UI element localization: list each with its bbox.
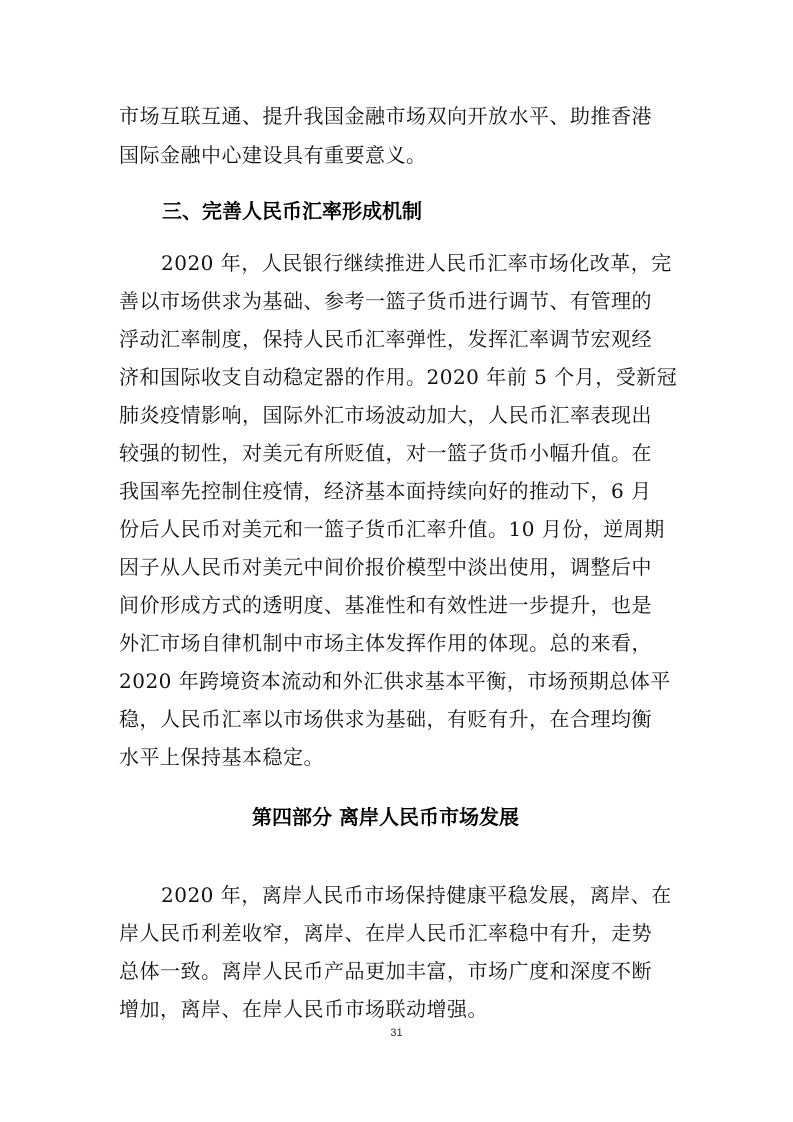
paragraph-line: 善以市场供求为基础、参考一篮子货币进行调节、有管理的 — [119, 289, 652, 313]
paragraph-line: 市场互联互通、提升我国金融市场双向开放水平、助推香港 — [119, 104, 652, 128]
paragraph-line: 较强的韧性，对美元有所贬值，对一篮子货币小幅升值。在 — [119, 441, 652, 465]
paragraph-line: 份后人民币对美元和一篮子货币汇率升值。10 月份，逆周期 — [119, 517, 665, 541]
paragraph-line: 肺炎疫情影响，国际外汇市场波动加大，人民币汇率表现出 — [119, 403, 652, 427]
paragraph-line: 我国率先控制住疫情，经济基本面持续向好的推动下，6 月 — [119, 479, 652, 503]
paragraph-line: 因子从人民币对美元中间价报价模型中淡出使用，调整后中 — [119, 555, 652, 579]
page-number: 31 — [390, 1027, 403, 1039]
paragraph-line: 岸人民币利差收窄，离岸、在岸人民币汇率稳中有升，走势 — [119, 921, 652, 945]
paragraph-line: 2020 年，人民银行继续推进人民币汇率市场化改革，完 — [161, 251, 672, 275]
paragraph-line: 浮动汇率制度，保持人民币汇率弹性，发挥汇率调节宏观经 — [119, 327, 652, 351]
paragraph-line: 外汇市场自律机制中市场主体发挥作用的体现。总的来看， — [119, 631, 652, 655]
paragraph-line: 2020 年跨境资本流动和外汇供求基本平衡，市场预期总体平 — [119, 669, 671, 693]
part-heading: 第四部分 离岸人民币市场发展 — [252, 805, 519, 829]
section-heading: 三、完善人民币汇率形成机制 — [162, 199, 422, 223]
paragraph-line: 稳，人民币汇率以市场供求为基础，有贬有升，在合理均衡 — [119, 707, 652, 731]
paragraph-line: 间价形成方式的透明度、基准性和有效性进一步提升，也是 — [119, 593, 652, 617]
paragraph-line: 国际金融中心建设具有重要意义。 — [119, 143, 427, 167]
paragraph-line: 2020 年，离岸人民币市场保持健康平稳发展，离岸、在 — [161, 883, 672, 907]
paragraph-line: 总体一致。离岸人民币产品更加丰富，市场广度和深度不断 — [119, 959, 652, 983]
paragraph-line: 水平上保持基本稳定。 — [119, 745, 324, 769]
paragraph-line: 济和国际收支自动稳定器的作用。2020 年前 5 个月，受新冠 — [119, 365, 678, 389]
paragraph-line: 增加，离岸、在岸人民币市场联动增强。 — [119, 997, 488, 1021]
